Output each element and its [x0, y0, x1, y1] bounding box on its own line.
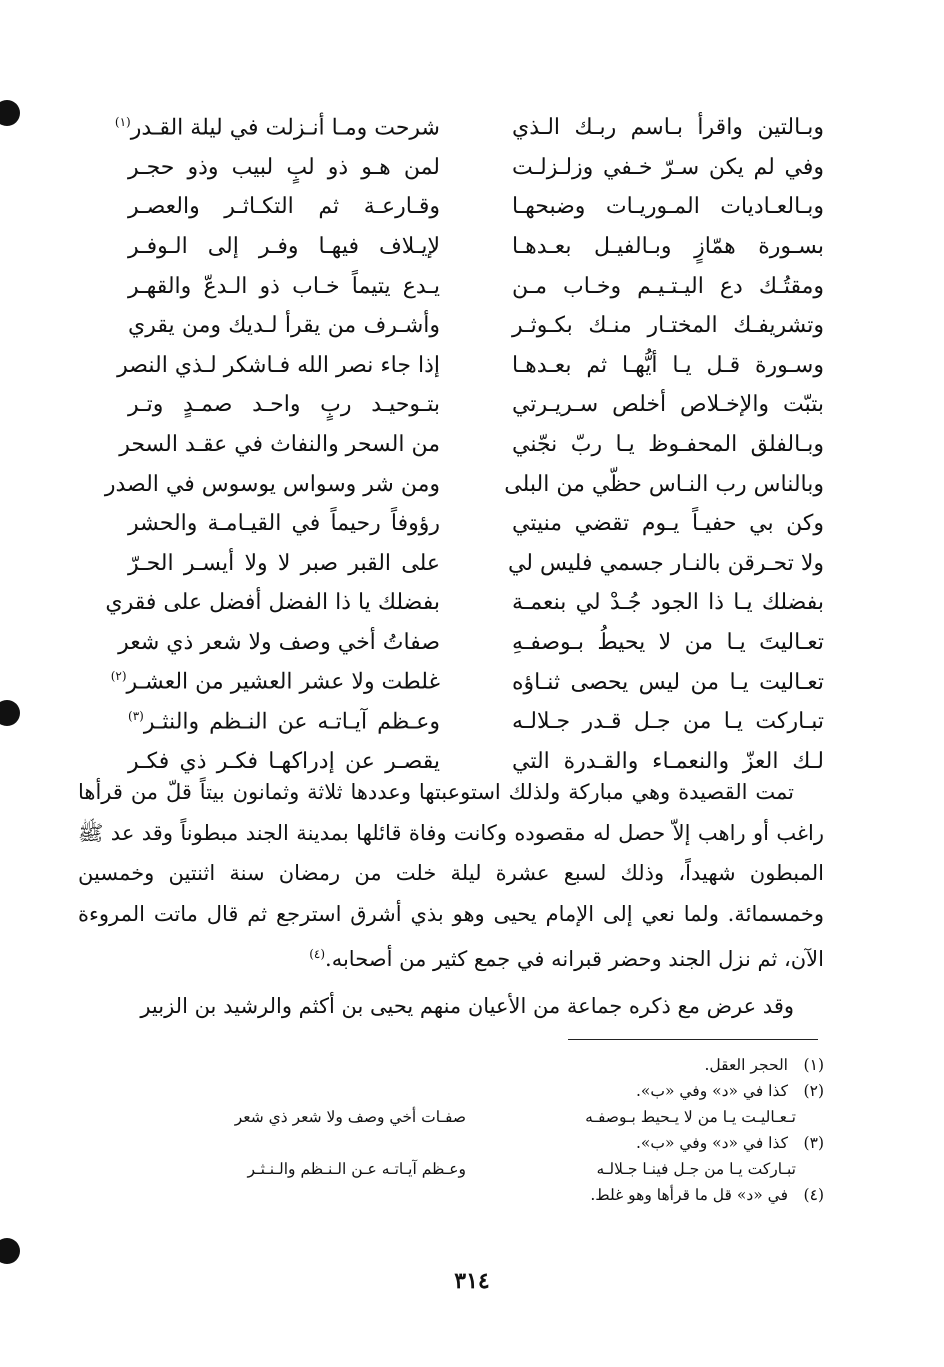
hemistich-first: تعـاليتَ يـا من لا يحيطُ بـوصفـهِ: [512, 630, 824, 656]
page-number: ٣١٤: [454, 1268, 490, 1294]
poem-line: [78, 346, 824, 386]
poem-line: [78, 464, 824, 504]
poem-line: [78, 504, 824, 544]
hemistich-first: تبـاركت يـا من جـل قـدر جـلالـه: [512, 709, 824, 735]
hemistich-second: [105, 590, 440, 616]
hemistich-first: بسـورة همّازٍ وبـالفيـل بعـدهـا: [512, 234, 824, 260]
prose-paragraph-1: تمت القصيدة وهي مباركة ولذلك استوعبتها وعددها ثلاثة وثمانون بيتاً قلّ من قرأها راغب أو راهب إلاّ حصل له مقصوده وكانت وفاة قائلها بمدينة الجند مبطوناً وقد عد ﷺ المبطون شهيداً، وذلك لسبع عشرة ليلة خلت من رمضان سنة اثنتين وخمسين وخمسمائة. ولما نعي إلى الإمام يحيى وهو بذي أشرق استرجع ثم قال ماتت المروءة الآن، ثم نزل الجند وحضر قبرانه في جمع كثير من أصحابه.$^{(٤)}$: [78, 780, 824, 971]
hemistich-second: [119, 432, 440, 458]
poem-line: [78, 108, 824, 148]
hemistich-second-text: رؤوفاً رحيماً في القيـامـة والحشر: [128, 511, 440, 537]
hemistich-second-text: بفضلك يا ذا الفضل أفضل على فقري: [105, 590, 440, 616]
hemistich-second: [117, 352, 440, 378]
hemistich-second-text: على القبر صبر لا ولا أيسـر الحـرّ: [128, 550, 440, 576]
hemistich-second-text: صفاتُ أخي وصف ولا شعر ذي شعر: [118, 630, 440, 656]
hemistich-first: وفي لم يكن سـرّ خـفي وزلـزلـت: [512, 154, 824, 180]
footnotes: [130, 1052, 824, 1208]
hemistich-second: [128, 234, 440, 259]
footnote-1: (١)الحجر العقل.: [704, 1056, 824, 1074]
hemistich-first: وسـورة قـل يـا أيُّهـا ثم بعـدهـا: [512, 352, 824, 378]
hemistich-first: بفضلك يـا ذا الجود جُـدْ لي بنعمـة: [512, 590, 824, 616]
hemistich-second-text: إذا جاء نصر الله فـاشكر لـذي النصر: [117, 352, 440, 378]
hemistich-second: [128, 155, 440, 180]
poem-line: [78, 702, 824, 742]
prose-paragraph-2: وقد عرض مع ذكره جماعة من الأعيان منهم يحيى بن أكثم والرشيد بن الزبير: [140, 993, 794, 1018]
binder-hole-middle: [0, 700, 20, 726]
hemistich-first: وبـالعـاديات المـوريـات وضبحهـا: [512, 194, 824, 220]
hemistich-second-text: وعـظم آيـاتـه عن النـظم والنثـر: [143, 709, 440, 735]
hemistich-second: [128, 749, 440, 774]
hemistich-second-text: يقصـر عن إدراكهـا فكـر ذي فكـر: [128, 748, 440, 774]
poem-line: [78, 623, 824, 663]
hemistich-second: [128, 392, 440, 417]
hemistich-second: [114, 115, 440, 141]
hemistich-second-text: بتـوحيـد ربٍ واحـد صمـدٍ وتـر: [128, 392, 440, 418]
poem-line: [78, 266, 824, 306]
poem-line: [78, 662, 824, 702]
hemistich-first: وبالناس رب النـاس حظّي من البلى: [504, 471, 824, 497]
hemistich-second-text: غلطت ولا عشر العشير من العشـر: [126, 669, 440, 695]
hemistich-first: وبـالتين واقرأ بـاسم ربـك الـذي: [512, 115, 824, 141]
hemistich-second: [110, 669, 440, 695]
hemistich-second-text: ومن شر وسواس يوسوس في الصدر: [104, 471, 440, 497]
poem-line: [78, 385, 824, 425]
footnote-2: (٢)كذا في «د» وفي «ب».: [635, 1082, 824, 1100]
hemistich-second: [128, 313, 440, 338]
poem-line: [78, 583, 824, 623]
footnote-2-verse: تـعـاليـت يـا من لا يـحيط بـوصفـه صفـات أخي وصف ولا شعر ذي شعر: [234, 1108, 796, 1126]
hemistich-first: ومقتُـك دع اليـتـيـم وخـاب مـن: [512, 273, 824, 299]
hemistich-second: [128, 274, 440, 299]
footnote-3-verse: تبـاركت يـا من جـل فينـا جـلالـه وعـظم آيـاتـه عـن الـنـظم والـنـثـر: [247, 1160, 796, 1178]
hemistich-second: [128, 709, 440, 734]
footnote-divider: [568, 1039, 818, 1040]
hemistich-second-text: وقـارعـة ثم التكـاثـر والعصـر: [128, 194, 440, 220]
poem-line: [78, 425, 824, 465]
hemistich-second-text: شرحت ومـا أنـزلت في ليلة القـدر: [130, 115, 440, 141]
footnote-ref-4: (٤): [309, 947, 326, 961]
hemistich-second: [104, 471, 440, 497]
poem-line: [78, 544, 824, 584]
footnote-3: (٣)كذا في «د» وفي «ب».: [635, 1134, 824, 1152]
poem-line: [78, 227, 824, 267]
footnote-ref: (٣): [128, 709, 144, 724]
hemistich-second: [118, 630, 440, 656]
prose-block: [78, 772, 824, 1026]
hemistich-first: بتبّت والإخـلاص أخلص سـريـرتي: [512, 392, 824, 418]
hemistich-second-text: يـدع يتيماً خـاب ذو الـدعّ والقهـر: [128, 273, 440, 299]
binder-hole-top: [0, 100, 20, 126]
poem-line: [78, 187, 824, 227]
hemistich-first: ولا تحـرقن بالنـار جسمي فليس لي: [507, 550, 824, 576]
footnote-ref: (٢): [110, 669, 127, 684]
hemistich-second-text: وأشـرف من يقرأ لـديك ومن يقري: [128, 313, 440, 339]
hemistich-second-text: لمن هـو ذو لبٍ لبيب وذو حجـر: [128, 154, 440, 180]
hemistich-second-text: من السحر والنفاث في عقـد السحر: [119, 432, 440, 458]
poem-line: [78, 306, 824, 346]
hemistich-first: لـك العزّ والنعمـاء والقـدرة التي: [512, 748, 824, 774]
hemistich-first: وبـالفلق المحفـوظ يـا ربّ نجّني: [512, 432, 824, 458]
footnote-ref: (١): [114, 115, 131, 130]
hemistich-first: وكن بي حفيـاً يـوم تقضي منيتي: [512, 511, 824, 537]
binder-hole-bottom: [0, 1238, 20, 1264]
hemistich-second: [128, 194, 440, 219]
footnote-4: (٤)في «د» قل ما قرأها وهو غلط.: [590, 1186, 824, 1204]
hemistich-second: [128, 551, 440, 576]
hemistich-second: [128, 511, 440, 536]
hemistich-first: تعـاليت يـا من ليس يحصى ثنـاؤه: [512, 669, 824, 695]
poem-line: [78, 148, 824, 188]
poem-block: [78, 108, 824, 781]
hemistich-second-text: لإيـلاف فيهـا وفـر إلى الـوفـر: [128, 234, 440, 260]
hemistich-first: وتشريفـك المختـار منـك بكـوثـر: [512, 313, 824, 339]
